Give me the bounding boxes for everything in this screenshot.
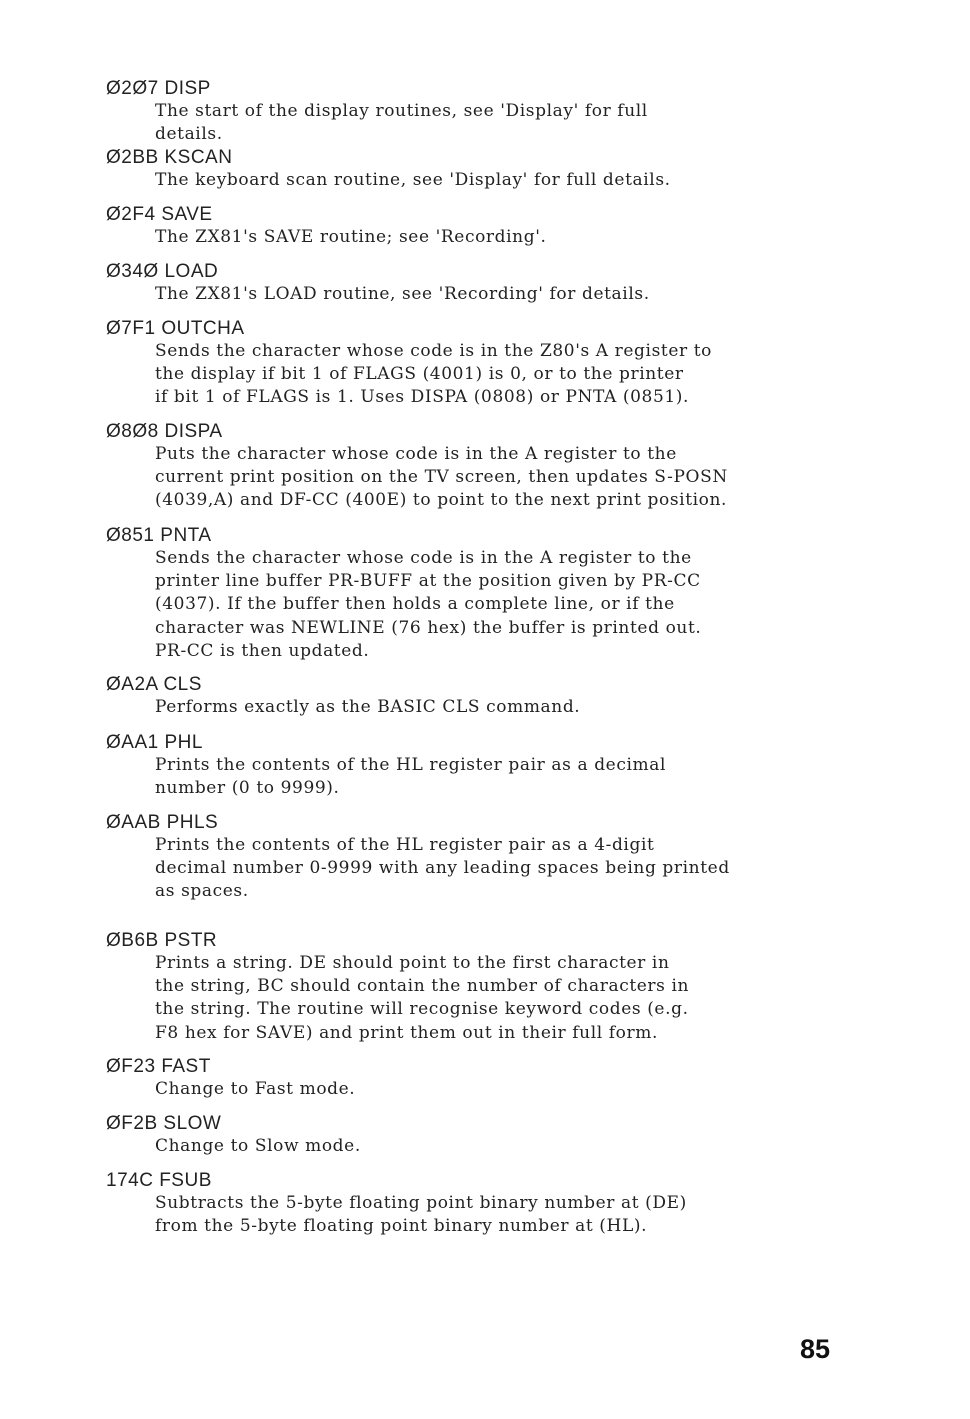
entry-description	[155, 952, 906, 1045]
entry-code: ØF2B	[106, 1113, 158, 1134]
entry-code: ØF23	[106, 1056, 156, 1077]
entry-pnta	[106, 524, 906, 663]
entry-heading	[106, 1055, 906, 1078]
description-line: The ZX81's SAVE routine; see 'Recording'.	[155, 227, 547, 247]
description-line: printer line buffer PR-BUFF at the position given by PR-CC	[155, 571, 701, 592]
entry-heading	[106, 260, 906, 283]
description-line: The start of the display routines, see 'Display' for full	[155, 101, 648, 121]
entry-description	[155, 1192, 906, 1238]
entry-description	[155, 696, 906, 719]
entry-pstr	[106, 929, 906, 1045]
entry-heading	[106, 317, 906, 340]
description-line: Sends the character whose code is in the Z80's A register to	[155, 341, 712, 361]
entry-heading	[106, 420, 906, 443]
description-line: The keyboard scan routine, see 'Display' for full details.	[155, 170, 671, 190]
entry-name: SLOW	[163, 1113, 222, 1134]
description-line: from the 5-byte floating point binary number at (HL).	[155, 1216, 648, 1237]
entry-name: LOAD	[164, 261, 219, 282]
entry-description	[155, 754, 906, 800]
entry-description	[155, 1078, 906, 1101]
entry-code: Ø2BB	[106, 147, 159, 168]
entry-kscan	[106, 146, 906, 192]
entry-name: PSTR	[164, 930, 218, 951]
description-line: Sends the character whose code is in the A register to the	[155, 548, 692, 568]
entry-fsub	[106, 1169, 906, 1238]
entry-code: Ø2F4	[106, 204, 156, 225]
entry-save	[106, 203, 906, 249]
description-line: F8 hex for SAVE) and print them out in their full form.	[155, 1022, 658, 1043]
description-line: Change to Fast mode.	[155, 1079, 356, 1099]
entry-heading	[106, 731, 906, 754]
entry-outcha	[106, 317, 906, 410]
description-line: current print position on the TV screen, then updates S-POSN	[155, 467, 728, 488]
entry-code: Ø851	[106, 525, 155, 546]
entry-heading	[106, 146, 906, 169]
entry-heading	[106, 77, 906, 100]
description-line: Prints the contents of the HL register pair as a decimal	[155, 755, 666, 775]
entry-name: OUTCHA	[161, 318, 245, 339]
entry-name: FSUB	[159, 1170, 212, 1191]
entry-slow	[106, 1112, 906, 1158]
entry-name: SAVE	[161, 204, 213, 225]
entry-description	[155, 443, 906, 513]
entry-description	[155, 834, 906, 904]
description-line: Subtracts the 5-byte floating point binary number at (DE)	[155, 1193, 687, 1213]
entry-name: DISP	[164, 78, 211, 99]
entry-name: PNTA	[160, 525, 212, 546]
description-line: the display if bit 1 of FLAGS (4001) is 0, or to the printer	[155, 364, 684, 385]
description-line: The ZX81's LOAD routine, see 'Recording' for details.	[155, 284, 650, 304]
page-number: 85	[800, 1334, 831, 1364]
description-line: if bit 1 of FLAGS is 1. Uses DISPA (0808) or PNTA (0851).	[155, 387, 690, 408]
entry-code: Ø7F1	[106, 318, 156, 339]
entry-fast	[106, 1055, 906, 1101]
entry-cls	[106, 673, 906, 719]
entry-dispa	[106, 420, 906, 513]
description-line: decimal number 0-9999 with any leading spaces being printed	[155, 858, 730, 879]
description-line: (4039,A) and DF-CC (400E) to point to the next print position.	[155, 490, 728, 511]
entry-description	[155, 283, 906, 306]
description-line: PR-CC is then updated.	[155, 640, 370, 661]
description-line: Prints the contents of the HL register pair as a 4-digit	[155, 835, 655, 855]
entry-code: ØA2A	[106, 674, 158, 695]
description-line: number (0 to 9999).	[155, 778, 340, 799]
entry-heading	[106, 1169, 906, 1192]
description-line: Prints a string. DE should point to the first character in	[155, 953, 670, 973]
entry-description	[155, 1135, 906, 1158]
entry-name: PHLS	[166, 812, 219, 833]
entry-code: Ø34Ø	[106, 261, 159, 282]
description-line: Puts the character whose code is in the A register to the	[155, 444, 677, 464]
entry-name: DISPA	[164, 421, 223, 442]
entry-heading	[106, 673, 906, 696]
entry-load	[106, 260, 906, 306]
description-line: (4037). If the buffer then holds a complete line, or if the	[155, 594, 675, 615]
entry-phls	[106, 811, 906, 904]
entry-description	[155, 100, 906, 146]
description-line: character was NEWLINE (76 hex) the buffer is printed out.	[155, 617, 702, 638]
entry-code: Ø8Ø8	[106, 421, 159, 442]
entry-name: FAST	[161, 1056, 211, 1077]
description-line: Performs exactly as the BASIC CLS command.	[155, 697, 581, 717]
description-line: Change to Slow mode.	[155, 1136, 361, 1156]
description-line: the string, BC should contain the number of characters in	[155, 976, 690, 997]
entry-description	[155, 340, 906, 410]
entry-code: ØAA1	[106, 732, 159, 753]
entry-code: ØB6B	[106, 930, 159, 951]
entry-heading	[106, 203, 906, 226]
entry-description	[155, 169, 906, 192]
entry-description	[155, 226, 906, 249]
entry-heading	[106, 811, 906, 834]
entry-disp	[106, 77, 906, 146]
entry-name: PHL	[164, 732, 203, 753]
entry-name: KSCAN	[164, 147, 233, 168]
description-line: as spaces.	[155, 881, 249, 902]
entry-code: 174C	[106, 1170, 154, 1191]
entry-description	[155, 547, 906, 663]
entry-code: Ø2Ø7	[106, 78, 159, 99]
entry-phl	[106, 731, 906, 800]
entry-heading	[106, 524, 906, 547]
entry-heading	[106, 1112, 906, 1135]
description-line: the string. The routine will recognise keyword codes (e.g.	[155, 999, 689, 1020]
description-line: details.	[155, 124, 223, 145]
entry-code: ØAAB	[106, 812, 161, 833]
entry-name: CLS	[163, 674, 202, 695]
entry-heading	[106, 929, 906, 952]
